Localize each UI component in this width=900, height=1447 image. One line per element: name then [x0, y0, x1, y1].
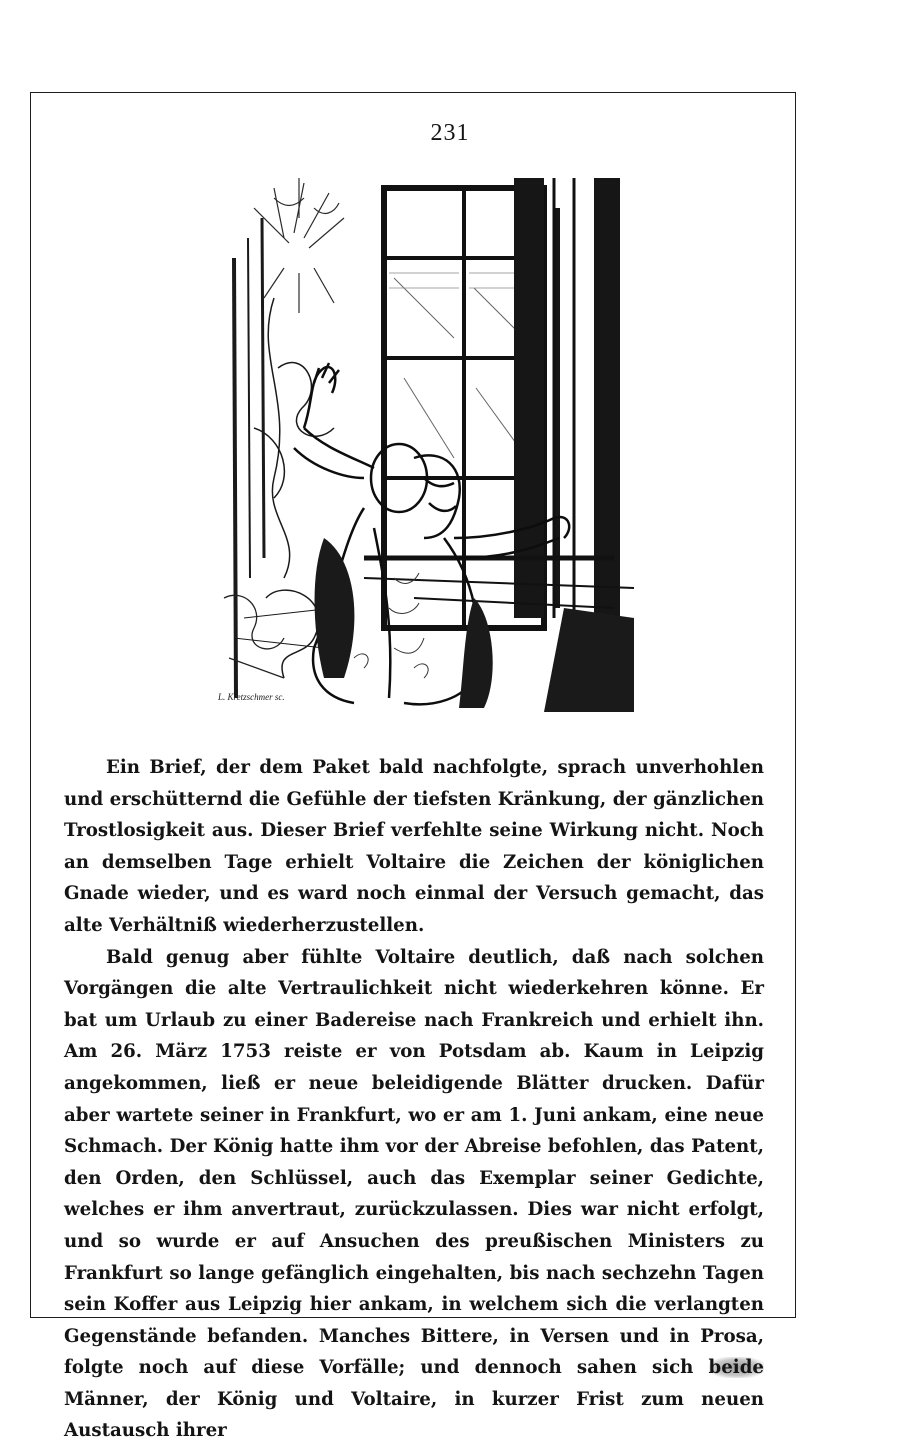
smudged-word: beide — [708, 1357, 764, 1379]
engraving-drawing — [214, 178, 634, 712]
artist-signature: L. Kretzschmer sc. — [218, 692, 285, 702]
paragraph-1 — [64, 752, 764, 942]
paragraph-2-text-start: Bald genug aber fühlte Voltaire deutlich, daß nach solchen Vorgängen die alte Vertraulichkeit nicht wiederkehren könne. Er bat um Urlaub zu einer Badereise nach Frankreich und erhielt ihn. Am 26. März 1753 reiste er von Potsdam ab. Kaum in Leipzig angekommen, ließ er neue beleidigende Blätter drucken. Dafür aber wartete seiner in Frankfurt, wo er am 1. Juni ankam, eine neue Schmach. Der König hatte ihm vor der Abreise befohlen, das Patent, den Orden, den Schlüssel, auch das Exemplar seiner Gedichte, welches er ihm anvertraut, zurückzulassen. Dies war nicht erfolgt, und so wurde er auf Ansuchen des preußischen Ministers zu Frankfurt so lange gefänglich eingehalten, bis nach sechzehn Tagen sein Koffer aus Leipzig hier ankam, in welchem sich die verlangten Gegenstände befanden. Manches Bittere, in Versen und in Prosa, folgte noch auf diese Vorfälle; und dennoch sahen sich — [64, 946, 764, 1379]
paragraph-1-text: Ein Brief, der dem Paket bald nachfolgte, sprach unverhohlen und erschütternd die Gefühle der tiefsten Kränkung, der gänzlichen Trostlosigkeit aus. Dieser Brief verfehlte seine Wirkung nicht. Noch an demselben Tage erhielt Voltaire die Zeichen der königlichen Gnade wieder, und es ward noch einmal der Versuch gemacht, das alte Verhältniß wiederherzustellen. — [64, 757, 764, 936]
paragraph-2-text-end: Männer, der König und Voltaire, in kurzer Frist zum neuen Austausch ihrer — [64, 1388, 764, 1442]
body-text — [64, 752, 764, 1447]
paragraph-2 — [64, 942, 764, 1447]
page-number: 231 — [430, 120, 470, 146]
engraving-illustration — [214, 178, 634, 712]
